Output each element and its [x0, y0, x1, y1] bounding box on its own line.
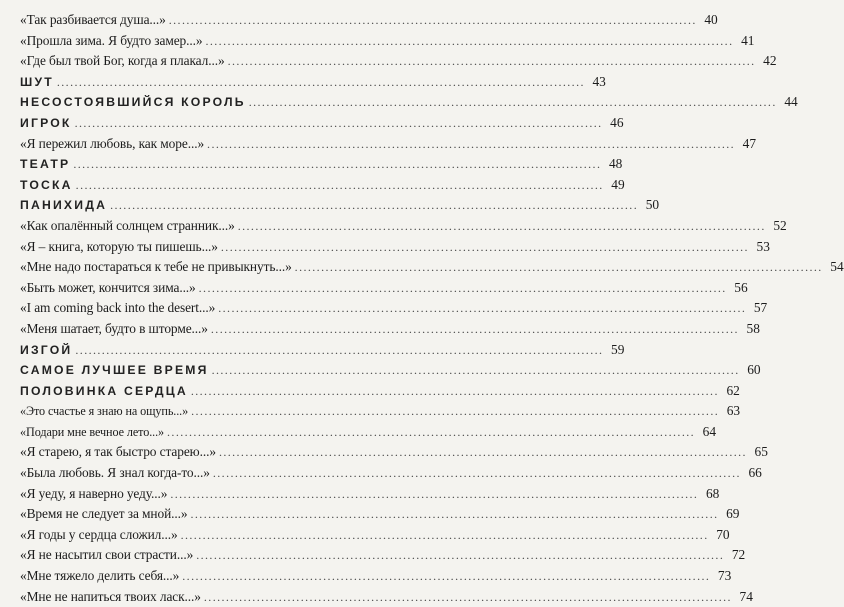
toc-entry-page: 40: [704, 12, 718, 27]
toc-entry-page: 65: [754, 444, 768, 460]
toc-entry-title: «Где был твой Бог, когда я плакал...»: [20, 53, 225, 69]
toc-leader-dots: ........................................................................................................................: [196, 548, 725, 563]
toc-entry-title: «Я годы у сердца сложил...»: [20, 526, 178, 542]
toc-leader-dots: ........................................................................................................................: [167, 424, 696, 439]
toc-entry-page: 57: [753, 300, 768, 316]
toc-entry: [20, 484, 720, 505]
toc-entry-title: НЕСОСТОЯВШИЙСЯ КОРОЛЬ: [20, 95, 246, 110]
toc-entry: [20, 237, 770, 258]
toc-leader-dots: ........................................................................................................................: [210, 321, 739, 336]
toc-entry-title: ИЗГОЙ: [20, 342, 73, 357]
toc-entry-page: 41: [741, 32, 755, 48]
toc-entry-page: 54: [830, 259, 844, 275]
toc-entry: [20, 566, 732, 587]
toc-entry: [20, 422, 717, 443]
toc-entry-page: 50: [645, 197, 660, 213]
toc-entry: [20, 319, 760, 340]
toc-entry: [20, 463, 762, 484]
toc-entry: [20, 134, 757, 155]
toc-entry-title: «I am coming back into the desert...»: [20, 300, 216, 316]
toc-entry-title: «Я не насытил свои страсти...»: [20, 547, 194, 563]
toc-entry: [20, 401, 741, 422]
toc-entry-page: 49: [611, 176, 625, 192]
toc-entry-title: ПАНИХИДА: [20, 198, 108, 213]
toc-leader-dots: ........................................................................................................................: [248, 95, 777, 110]
toc-entry: [20, 175, 625, 196]
toc-entry: [20, 298, 768, 319]
toc-entry-title: ТОСКА: [20, 177, 73, 192]
toc-leader-dots: ........................................................................................................................: [190, 383, 719, 398]
toc-entry: [20, 154, 623, 175]
toc-entry: [20, 360, 761, 381]
toc-leader-dots: ........................................................................................................................: [203, 589, 732, 604]
toc-entry-page: 68: [705, 485, 720, 501]
toc-entry-page: 44: [784, 94, 798, 110]
toc-entry-page: 63: [726, 403, 741, 419]
toc-entry: [20, 31, 755, 52]
toc-entry-title: «Прошла зима. Я будто замер...»: [20, 32, 203, 48]
toc-leader-dots: ........................................................................................................................: [73, 157, 602, 172]
toc-entry-page: 47: [742, 135, 757, 151]
toc-leader-dots: ........................................................................................................................: [212, 466, 741, 481]
toc-entry-title: «Подари мне вечное лето...»: [20, 424, 165, 439]
toc-leader-dots: ........................................................................................................................: [170, 486, 699, 501]
toc-entry-title: «Как опалённый солнцем странник...»: [20, 217, 235, 233]
toc-entry: [20, 195, 660, 216]
toc-entry-title: «Я уеду, я наверно уеду...»: [20, 485, 168, 501]
toc-entry-page: 70: [716, 526, 730, 542]
toc-entry-page: 42: [763, 53, 777, 69]
toc-entry-title: «Это счастье я знаю на ощупь...»: [20, 404, 189, 419]
toc-leader-dots: ........................................................................................................................: [294, 260, 823, 275]
toc-entry: [20, 504, 740, 525]
toc-entry-page: 60: [747, 362, 761, 378]
toc-leader-dots: ........................................................................................................................: [75, 342, 604, 357]
toc-leader-dots: ........................................................................................................................: [211, 363, 740, 378]
toc-entry-page: 52: [773, 217, 787, 233]
toc-entry: [20, 113, 624, 134]
toc-leader-dots: ........................................................................................................................: [180, 527, 709, 542]
toc-leader-dots: ........................................................................................................................: [205, 33, 734, 48]
toc-entry: [20, 216, 787, 237]
toc-entry-page: 46: [610, 114, 624, 130]
toc-entry-page: 73: [717, 568, 732, 584]
toc-entry: [20, 10, 718, 31]
toc-entry-title: САМОЕ ЛУЧШЕЕ ВРЕМЯ: [20, 363, 209, 378]
toc-entry-title: «Мне не напиться твоих ласк...»: [20, 588, 201, 604]
toc-entry: [20, 442, 768, 463]
toc-entry-title: «Я пережил любовь, как море...»: [20, 135, 205, 151]
toc-leader-dots: ........................................................................................................................: [237, 218, 766, 233]
toc-entry-title: «Меня шатает, будто в шторме...»: [20, 320, 208, 336]
toc-leader-dots: ........................................................................................................................: [227, 54, 756, 69]
toc-leader-dots: ........................................................................................................................: [56, 74, 585, 89]
toc-entry: [20, 92, 798, 113]
toc-entry-title: «Время не следует за мной...»: [20, 506, 188, 522]
toc-leader-dots: ........................................................................................................................: [190, 507, 719, 522]
toc-entry-title: «Так разбивается душа...»: [20, 12, 166, 27]
toc-entry-title: ИГРОК: [20, 115, 72, 130]
toc-leader-dots: ........................................................................................................................: [220, 239, 749, 254]
toc-entry-title: «Мне надо постараться к тебе не привыкнуть...»: [20, 259, 292, 275]
toc-entry: [20, 278, 748, 299]
toc-entry-page: 43: [592, 73, 606, 89]
toc-entry-page: 58: [746, 320, 760, 336]
toc-leader-dots: ........................................................................................................................: [207, 136, 736, 151]
toc-leader-dots: ........................................................................................................................: [198, 280, 727, 295]
toc-entry-title: «Мне тяжело делить себя...»: [20, 568, 180, 584]
toc-entry-title: «Была любовь. Я знал когда-то...»: [20, 465, 210, 481]
toc-leader-dots: ........................................................................................................................: [218, 301, 747, 316]
toc-entry: [20, 525, 730, 546]
toc-leader-dots: ........................................................................................................................: [218, 445, 747, 460]
toc-leader-dots: ........................................................................................................................: [168, 13, 697, 27]
toc-entry-title: «Я старею, я так быстро старею...»: [20, 444, 216, 460]
toc-entry: [20, 587, 753, 607]
toc-leader-dots: ........................................................................................................................: [191, 404, 720, 419]
toc-entry: [20, 257, 844, 278]
toc-entry-page: 64: [702, 423, 717, 439]
toc-entry-page: 53: [756, 238, 770, 254]
toc-entry-page: 66: [748, 465, 762, 481]
table-of-contents: [20, 10, 844, 607]
toc-entry: [20, 381, 740, 402]
toc-entry-title: ТЕАТР: [20, 157, 71, 172]
toc-leader-dots: ........................................................................................................................: [182, 569, 711, 584]
toc-entry: [20, 72, 606, 93]
toc-leader-dots: ........................................................................................................................: [75, 177, 604, 192]
toc-leader-dots: ........................................................................................................................: [110, 198, 639, 213]
toc-entry-page: 69: [726, 506, 740, 522]
toc-entry-title: ПОЛОВИНКА СЕРДЦА: [20, 383, 188, 398]
toc-entry-page: 72: [731, 547, 746, 563]
toc-entry-title: ШУТ: [20, 74, 54, 89]
toc-entry-page: 59: [611, 341, 625, 357]
toc-entry: [20, 545, 746, 566]
toc-entry-page: 74: [739, 588, 753, 604]
toc-leader-dots: ........................................................................................................................: [74, 115, 603, 130]
toc-entry-page: 56: [734, 279, 748, 295]
toc-entry: [20, 340, 625, 361]
toc-entry: [20, 51, 777, 72]
toc-entry-page: 62: [726, 382, 740, 398]
toc-entry-title: «Я – книга, которую ты пишешь...»: [20, 238, 218, 254]
toc-entry-title: «Быть может, кончится зима...»: [20, 279, 196, 295]
toc-entry-page: 48: [608, 156, 623, 172]
